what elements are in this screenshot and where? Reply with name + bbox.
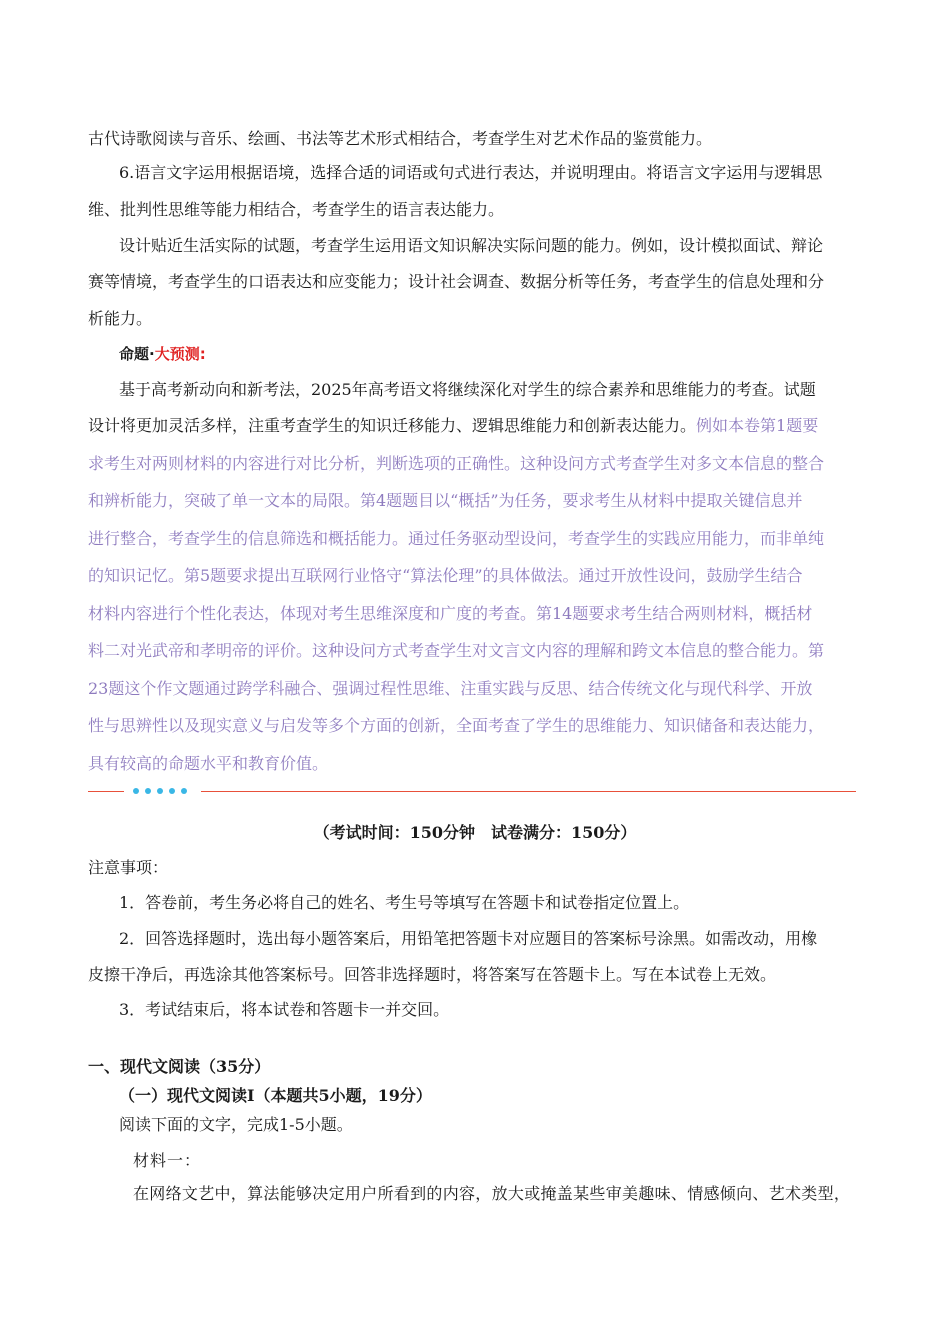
separator-dot bbox=[133, 788, 139, 794]
note-2-line-1: 2．回答选择题时，选出每小题答案后，用铅笔把答题卡对应题目的答案标号涂黑。如需改动，用橡 bbox=[119, 929, 818, 948]
point-7-line-3: 析能力。 bbox=[88, 309, 153, 328]
section-title: 一、现代文阅读（35分） bbox=[88, 1057, 271, 1076]
separator-dot bbox=[181, 788, 187, 794]
prediction-heading bbox=[119, 344, 206, 364]
separator-dot bbox=[169, 788, 175, 794]
prediction-line-8: 料二对光武帝和孝明帝的评价。这种设问方式考查学生对文言文内容的理解和跨文本信息的整合能力。第 bbox=[88, 641, 825, 660]
prediction-line-11: 具有较高的命题水平和教育价值。 bbox=[88, 754, 329, 773]
prediction-heading-black: 命题· bbox=[119, 345, 155, 363]
separator-dot bbox=[145, 788, 151, 794]
material-label: 材料一： bbox=[133, 1151, 202, 1170]
intro-line: 古代诗歌阅读与音乐、绘画、书法等艺术形式相结合，考查学生对艺术作品的鉴赏能力。 bbox=[88, 129, 713, 148]
reading-instruction: 阅读下面的文字，完成1-5小题。 bbox=[119, 1115, 353, 1134]
point-7-line-1: 设计贴近生活实际的试题，考查学生运用语文知识解决实际问题的能力。例如，设计模拟面试、辩论 bbox=[119, 236, 824, 255]
prediction-line-10: 性与思辨性以及现实意义与启发等多个方面的创新，全面考查了学生的思维能力、知识储备和表达能力， bbox=[88, 716, 825, 735]
separator-line-left bbox=[88, 791, 124, 792]
point-6-line-2: 维、批判性思维等能力相结合，考查学生的语言表达能力。 bbox=[88, 200, 505, 219]
separator-dot bbox=[157, 788, 163, 794]
prediction-line-2-black: 设计将更加灵活多样，注重考查学生的知识迁移能力、逻辑思维能力和创新表达能力。 bbox=[88, 416, 697, 435]
note-1: 1．答卷前，考生务必将自己的姓名、考生号等填写在答题卡和试卷指定位置上。 bbox=[119, 893, 690, 912]
prediction-line-5: 进行整合，考查学生的信息筛选和概括能力。通过任务驱动型设问，考查学生的实践应用能力，而非单纯 bbox=[88, 529, 825, 548]
separator-line-right bbox=[201, 791, 856, 792]
prediction-line-2-purple: 例如本卷第1题要 bbox=[696, 416, 819, 435]
point-7-line-2: 赛等情境，考查学生的口语表达和应变能力；设计社会调查、数据分析等任务，考查学生的信息处理和分 bbox=[88, 272, 825, 291]
exam-time-line: （考试时间：150分钟 试卷满分：150分） bbox=[313, 823, 637, 842]
prediction-line-9: 23题这个作文题通过跨学科融合、强调过程性思维、注重实践与反思、结合传统文化与现代科学、开放 bbox=[88, 679, 813, 698]
material-line-1: 在网络文艺中，算法能够决定用户所看到的内容，放大或掩盖某些审美趣味、情感倾向、艺术类型， bbox=[133, 1184, 851, 1203]
prediction-line-6: 的知识记忆。第5题要求提出互联网行业恪守“算法伦理”的具体做法。通过开放性设问，鼓励学生结合 bbox=[88, 566, 803, 585]
prediction-line-4: 和辨析能力，突破了单一文本的局限。第4题题目以“概括”为任务，要求考生从材料中提取关键信息并 bbox=[88, 491, 803, 510]
note-2-line-2: 皮擦干净后，再选涂其他答案标号。回答非选择题时，将答案写在答题卡上。写在本试卷上无效。 bbox=[88, 965, 777, 984]
prediction-line-1: 基于高考新动向和新考法，2025年高考语文将继续深化对学生的综合素养和思维能力的考查。试题 bbox=[119, 380, 816, 399]
prediction-heading-red: 大预测: bbox=[154, 345, 206, 363]
note-3: 3．考试结束后，将本试卷和答题卡一并交回。 bbox=[119, 1000, 450, 1019]
point-6-line-1: 6.语言文字运用根据语境，选择合适的词语或句式进行表达，并说明理由。将语言文字运用与逻辑思 bbox=[119, 163, 823, 182]
prediction-line-2 bbox=[88, 416, 818, 436]
prediction-line-3: 求考生对两则材料的内容进行对比分析，判断选项的正确性。这种设问方式考查学生对多文本信息的整合 bbox=[88, 454, 825, 473]
section-subtitle: （一）现代文阅读Ⅰ（本题共5小题，19分） bbox=[119, 1086, 432, 1105]
notes-title: 注意事项： bbox=[88, 858, 169, 877]
prediction-line-7: 材料内容进行个性化表达，体现对考生思维深度和广度的考查。第14题要求考生结合两则材料，概括材 bbox=[88, 604, 813, 623]
